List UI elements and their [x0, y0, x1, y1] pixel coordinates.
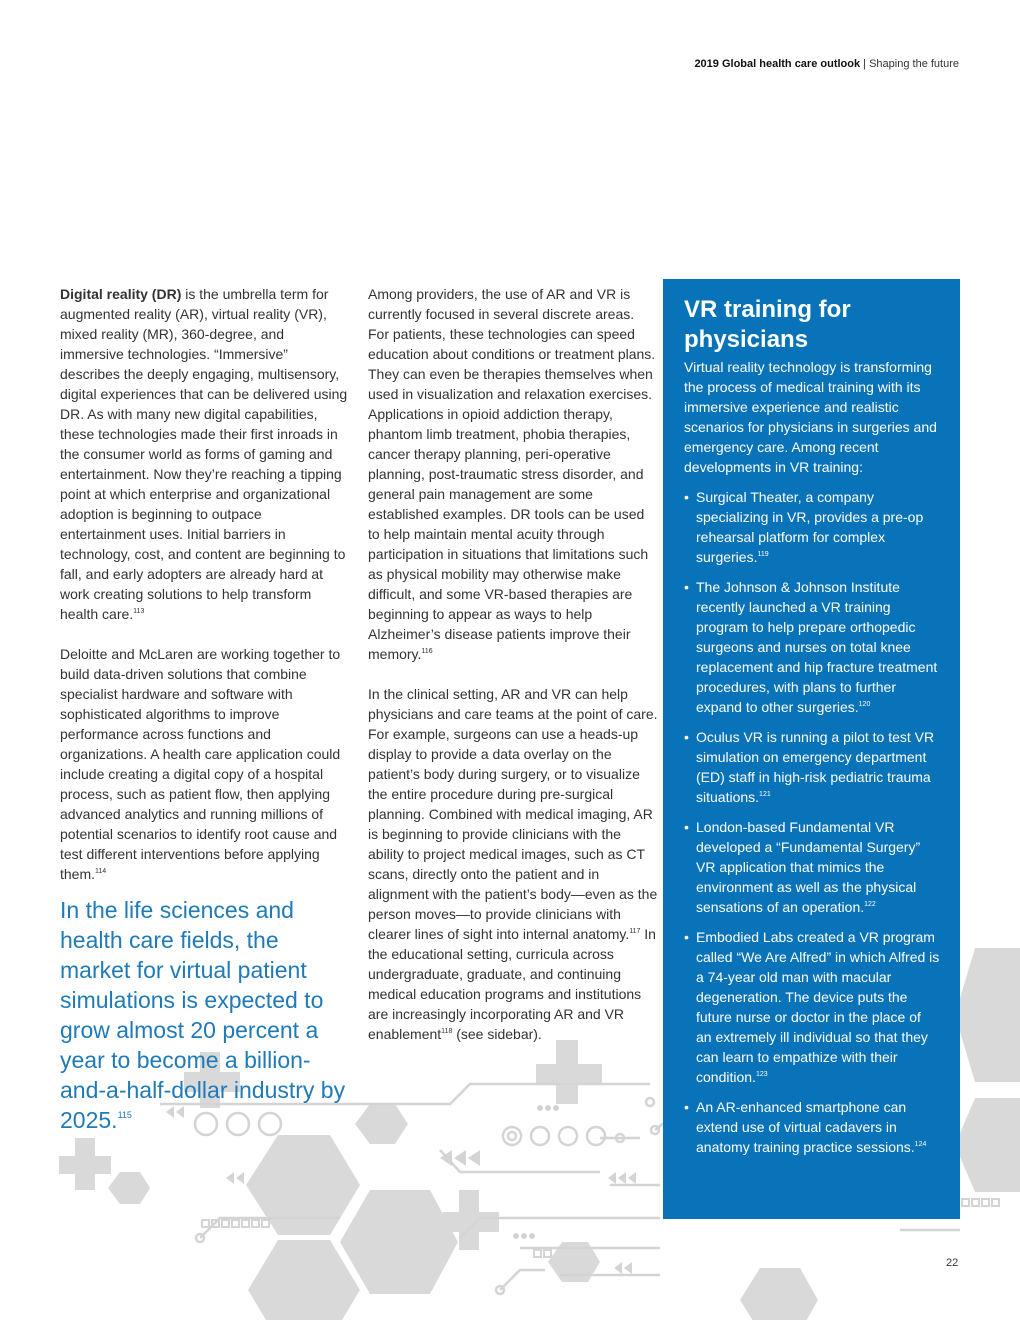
bullet-icon: •	[684, 819, 689, 835]
footnote-ref: 122	[864, 901, 876, 908]
footnote-ref: 123	[755, 1071, 768, 1078]
footnote-ref: 116	[421, 648, 433, 655]
footnote-ref: 115	[117, 1110, 132, 1120]
footnote-ref: 113	[133, 608, 145, 615]
paragraph-digital-reality: Digital reality (DR) is the umbrella term for augmented reality (AR), virtual reality (VR), mixed reality (MR), 360-degree, and immersive technologies. “Immersive” describes the deeply engaging, multisensory, digital experiences that can be delivered using DR. As with many new digital capabilities, these technologies made their first inroads in the consumer world as forms of gaming and entertainment. Now they’re reaching a tipping point at which enterprise and organizational adoption is beginning to outpace entertainment uses. Initial barriers in technology, cost, and content are beginning to fall, and early adopters are already hard at work creating solutions to help transform health care.$^{113}$	[60, 286, 348, 622]
list-item: • An AR-enhanced smartphone can extend use of virtual cadavers in anatomy training practice sessions.$^{124}$	[684, 1099, 927, 1155]
paragraph-clinical-setting: In the clinical setting, AR and VR can help physicians and care teams at the point of care. For example, surgeons can use a heads-up display to provide a data overlay on the patient’s body during surgery, or to visualize the entire procedure during pre-surgical planning. Combined with medical imaging, AR is beginning to provide clinicians with the ability to project medical images, such as CT scans, directly onto the patient and in alignment with the patient’s body—even as the person moves—to provide clinicians with clearer lines of sight into internal anatomy.$^{117}$ In the educational setting, curricula across undergraduate, graduate, and continuing medical education programs and institutions are increasingly incorporating AR and VR enablement$^{118}$ (see sidebar).	[368, 686, 658, 1042]
text-column-left	[60, 284, 350, 904]
sidebar-title: VR training for physicians	[684, 296, 851, 353]
list-item: • Oculus VR is running a pilot to test VR simulation on emergency department (ED) staff in high-risk pediatric trauma situations.$^{121}$	[684, 729, 935, 805]
page-number: 22	[946, 1257, 959, 1269]
pull-quote: In the life sciences and health care fields, the market for virtual patient simulations is expected to grow almost 20 percent a year to become a billion-and-a-half-dollar industry by 2025.$^{115}$	[60, 897, 346, 1133]
footnote-ref: 121	[759, 791, 771, 798]
bullet-icon: •	[684, 929, 689, 945]
term-digital-reality: Digital reality (DR)	[60, 286, 182, 302]
footnote-ref: 120	[858, 701, 871, 708]
list-item: • Surgical Theater, a company specializing in VR, provides a pre-op rehearsal platform for complex surgeries.$^{119}$	[684, 489, 924, 565]
running-header	[694, 58, 959, 70]
header-separator: |	[860, 58, 870, 70]
footnote-ref: 114	[95, 868, 107, 875]
text-column-middle	[368, 284, 658, 1064]
report-subtitle: Shaping the future	[869, 58, 959, 70]
sidebar-vr-training	[663, 279, 960, 1219]
report-title: 2019 Global health care outlook	[694, 58, 861, 70]
footnote-ref: 119	[757, 551, 769, 558]
bullet-icon: •	[684, 579, 689, 595]
paragraph-deloitte-mclaren: Deloitte and McLaren are working together to build data-driven solutions that combine specialist hardware and software with sophisticated algorithms to improve performance across functions and organizations. A health care application could include creating a digital copy of a hospital process, such as patient flow, then applying advanced analytics and running millions of potential scenarios to identify root cause and test different interventions before applying them.$^{114}$	[60, 646, 341, 882]
footnote-ref: 124	[914, 1141, 927, 1148]
sidebar-intro: Virtual reality technology is transforming the process of medical training with its immersive experience and realistic scenarios for physicians in surgeries and emergency care. Among recent developments in VR training:	[684, 359, 937, 475]
list-item: • The Johnson & Johnson Institute recently launched a VR training program to help prepare orthopedic surgeons and nurses on total knee replacement and hip fracture treatment procedures, with plans to further expand to other surgeries.$^{120}$	[684, 579, 938, 715]
footnote-ref: 117	[629, 928, 641, 935]
list-item: • Embodied Labs created a VR program called “We Are Alfred” in which Alfred is a 74-year old man with macular degeneration. The device puts the future nurse or doctor in the place of an extremely ill individual so that they can learn to empathize with their condition.$^{123}$	[684, 929, 940, 1085]
list-item: • London-based Fundamental VR developed a “Fundamental Surgery” VR application that mimics the environment as well as the physical sensations of an operation.$^{122}$	[684, 819, 921, 915]
bullet-icon: •	[684, 729, 689, 745]
bullet-icon: •	[684, 1099, 689, 1115]
paragraph-providers: Among providers, the use of AR and VR is currently focused in several discrete areas. For patients, these technologies can speed education about conditions or treatment plans. They can even be therapies themselves when used in visualization and relaxation exercises. Applications in opioid addiction therapy, phantom limb treatment, phobia therapies, cancer therapy planning, peri-operative planning, post-traumatic stress disorder, and general pain management are some established examples. DR tools can be used to help maintain mental acuity through participation in situations that limitations such as physical mobility may otherwise make difficult, and some VR-based therapies are beginning to appear as ways to help Alzheimer’s disease patients improve their memory.$^{116}$	[368, 286, 656, 662]
footnote-ref: 118	[441, 1028, 453, 1035]
bullet-icon: •	[684, 489, 689, 505]
sidebar-list	[684, 487, 940, 1157]
